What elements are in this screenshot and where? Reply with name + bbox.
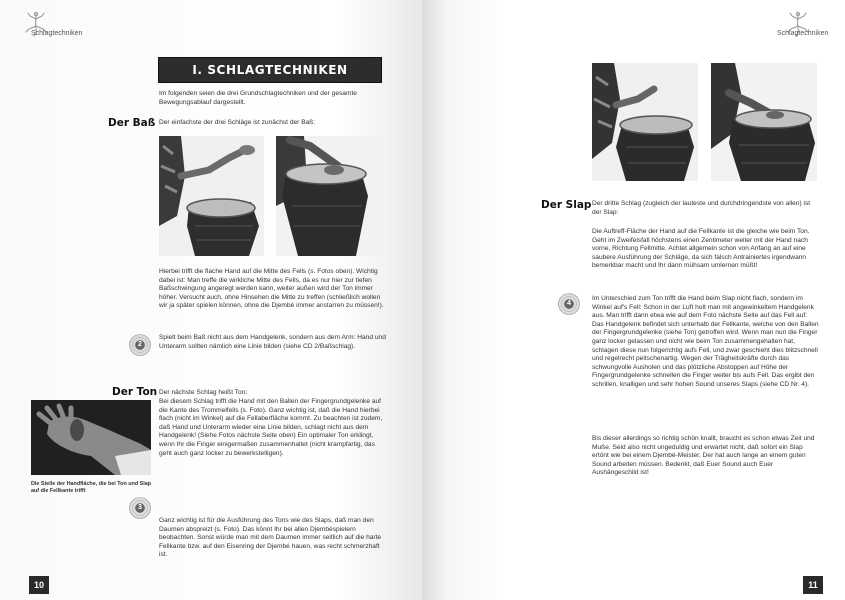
running-header: Schlagtechniken xyxy=(31,30,83,37)
slap-text-2: Im Unterschied zum Ton trifft die Hand beim Slap nicht flach, sondern im Winkel auf's Fell: Schon in der Luft holt man mit angewinkeltem Handgelenk aus. Man trifft dann etwa wie auf dem Foto nächste Seite auf das Fell auf: Das Handgelenk befindet sich unterhalb der Fellkante, welche von den Ballen der Fingergrundgelenke (siehe Ton) getroffen wird. Wenn man nun die Finger ganz locker gelassen und nicht wie beim Ton zusammengehalten hat, schlagen diese nun folgerichtig aufs Fell, und zwar geschieht dies blitzschnell und regelrecht peitschenartig. Wegen der Trägheitskräfte durch das schwungvolle Ausholen und das plötzliche Abstoppen auf Höhe der Fingergrundgelenke schnellen die Finger weiter bis aufs Fell. Das ergibt den schrillen, knalligen und sehr hohen Sound unseres Slaps (siehe CD Nr. 4). xyxy=(592,295,819,388)
right-page xyxy=(422,0,845,600)
bass-text-2: Spielt beim Baß nicht aus dem Handgelenk, sondern aus dem Arm: Hand und Unterarm sollten nämlich eine Linie bilden (siehe CD 2/Baßschlag). xyxy=(159,334,386,350)
photo-slap-raised-hand xyxy=(592,63,698,181)
photo-bass-raised-hand xyxy=(159,136,264,256)
section-title-bass: Der Baß xyxy=(108,117,156,129)
running-header: Schlagtechniken xyxy=(777,30,829,37)
bass-text-1: Hierbei trifft die flache Hand auf die Mitte des Fells (s. Fotos oben). Wichtig dabei ist: Man treffe die wirkliche Mitte des Fells, da es nur hier zur tiefen Baßschwingung angeregt werden kann, weiter außen wird der Ton immer höher. Versucht auch, ohne Hinsehen die Mitte zu treffen (schließlich wollen wir ja später spielen können, ohne die Djembé immer anstarren zu müssen!). xyxy=(159,268,384,310)
cd-track-number: 2 xyxy=(138,341,142,348)
ton-lead: Der nächste Schlag heißt Ton: xyxy=(159,389,248,396)
cd-track-number: 3 xyxy=(138,504,142,511)
slap-text-3: Bis dieser allerdings so richtig schön knallt, braucht es schon etwas Zeit und Muße. Seid also nicht ungeduldig und erwartet nicht, daß sofort ein Slap ertönt wie bei einem Djembé-Meister. Der hat auch lange an einem guten Sound arbeiten müssen. Bedenkt, daß Euer Sound auch Euer Aushängeschild ist! xyxy=(592,435,815,477)
page-number-right: 11 xyxy=(803,576,823,594)
page-number-left: 10 xyxy=(29,576,49,594)
photo-bass-hand-on-drum xyxy=(276,136,381,256)
intro-text: Im folgenden seien die drei Grundschlagtechniken und der gesamte Bewegungsablauf dargestellt. xyxy=(159,90,357,106)
chapter-title: I. SCHLAGTECHNIKEN xyxy=(158,57,382,83)
slap-lead: Der dritte Schlag (zugleich der lauteste und durchdringendste von allen) ist der Slap: xyxy=(592,200,811,216)
photo-slap-hand-on-drum xyxy=(711,63,817,181)
left-page xyxy=(0,0,422,600)
bass-lead: Der einfachste der drei Schläge ist zunächst der Baß: xyxy=(159,119,316,126)
ton-text-2: Ganz wichtig ist für die Ausführung des Tons wie des Slaps, daß man den Daumen abspreizt (s. Foto). Das könnt Ihr bei allen Djembéspielern beobachten. Sonst würde man mit dem Daumen immer seitlich auf die harte Fellkante bzw. auf den Eisenring der Djembé hauen, was recht schmerzhaft ist. xyxy=(159,517,382,559)
slap-text-1: Die Auftreff-Fläche der Hand auf die Fellkante ist die gleiche wie beim Ton. Geht im Zweifelsfall höchstens einen Zentimeter weiter mit der Hand nach vorne, Richtung Fellmitte. Achtet allgemein schon von Anfang an auf eine saubere Ausführung der Schläge, da sich falsch Antrainiertes irgendwann bemerkbar macht und Ihr dann mühsam umlernen müßt! xyxy=(592,228,810,270)
photo-ton-hand xyxy=(31,400,151,475)
photo-caption: Die Stelle der Handfläche, die bei Ton und Slap auf die Fellkante trifft xyxy=(31,481,152,494)
section-title-slap: Der Slap xyxy=(541,199,592,211)
ton-text-1: Bei diesem Schlag trifft die Hand mit den Ballen der Fingergrundgelenke auf die Kante des Trommelfells (s. Foto). Ganz wichtig ist, daß die Hand hierbei flach (nicht im Winkel) auf die Fellaberfläche kommt. Zu beachten ist zudem, daß Hand und Unterarm wieder eine Linie bilden, schlagt nicht aus dem Handgelenk! (Siehe Fotos nächste Seite oben) Ein optimaler Ton erklingt, wenn Ihr die Finger einigermaßen zusammenhaltet (nicht krampfartig, das geht auch ganz locker zu bewerkstelligen). xyxy=(159,398,383,457)
section-title-ton: Der Ton xyxy=(112,386,158,398)
cd-track-number: 4 xyxy=(567,300,571,307)
